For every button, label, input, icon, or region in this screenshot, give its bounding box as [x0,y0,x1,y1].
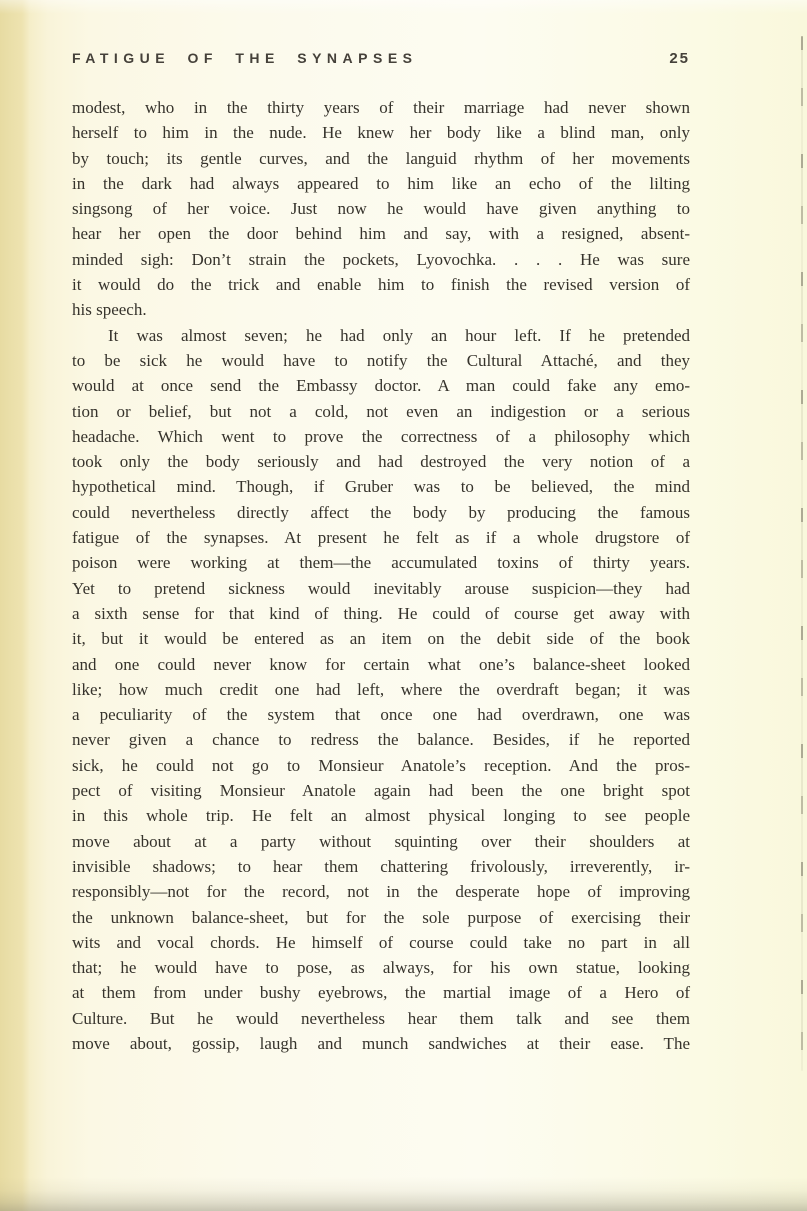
text-line: headache. Which went to prove the correctness of a philosophy which [72,426,690,446]
text-line: and one could never know for certain what one’s balance-sheet looked [72,654,690,674]
text-line: poison were working at them—the accumulated toxins of thirty years. [72,553,690,573]
text-line: by touch; its gentle curves, and the languid rhythm of her movements [72,148,690,168]
paragraph [72,323,690,1057]
page-edge-marks [801,36,803,1071]
text-line: modest, who in the thirty years of their marriage had never shown [72,98,690,117]
text-line: took only the body seriously and had destroyed the very notion of a [72,452,690,472]
text-line: never given a chance to redress the balance. Besides, if he reported [72,730,690,750]
text-line: at them from under bushy eyebrows, the martial image of a Hero of [72,983,690,1003]
running-title: FATIGUE OF THE SYNAPSES [72,50,418,66]
text-line: wits and vocal chords. He himself of course could take no part in all [72,932,690,952]
text-line: it would do the trick and enable him to finish the revised version of [72,275,690,295]
body-text-block [72,95,690,1056]
text-line: could nevertheless directly affect the body by producing the famous [72,502,690,522]
text-line: to be sick he would have to notify the Cultural Attaché, and they [72,350,690,370]
page-top-highlight [0,0,807,14]
text-line: invisible shadows; to hear them chattering frivolously, irreverently, ir- [72,856,690,876]
paragraph [72,95,690,323]
text-line: tion or belief, but not a cold, not even an indigestion or a serious [72,401,690,421]
text-line: singsong of her voice. Just now he would have given anything to [72,199,690,219]
text-line: Culture. But he would nevertheless hear them talk and see them [72,1008,690,1028]
page-bottom-edge-shadow [0,1177,807,1211]
text-line: fatigue of the synapses. At present he felt as if a whole drugstore of [72,528,690,548]
text-line: herself to him in the nude. He knew her body like a blind man, only [72,123,690,143]
text-line: hypothetical mind. Though, if Gruber was to be believed, the mind [72,477,690,497]
text-line: his speech. [72,300,147,320]
text-line: in the dark had always appeared to him like an echo of the lilting [72,173,690,193]
text-line: pect of visiting Monsieur Anatole again had been the one bright spot [72,781,690,801]
text-line: It was almost seven; he had only an hour left. If he pretended [108,325,690,345]
text-line: in this whole trip. He felt an almost physical longing to see people [72,806,690,826]
text-line: like; how much credit one had left, where the overdraft began; it was [72,679,690,699]
text-line: that; he would have to pose, as always, for his own statue, looking [72,958,690,978]
text-line: a sixth sense for that kind of thing. He could of course get away with [72,603,690,623]
text-line: minded sigh: Don’t strain the pockets, Lyovochka. . . . He was sure [72,249,690,269]
text-line: hear her open the door behind him and say, with a resigned, absent- [72,224,690,244]
text-line: would at once send the Embassy doctor. A man could fake any emo- [72,376,690,396]
text-line: it, but it would be entered as an item on the debit side of the book [72,629,690,649]
text-line: responsibly—not for the record, not in the desperate hope of improving [72,882,690,902]
text-line: Yet to pretend sickness would inevitably arouse suspicion—they had [72,578,690,598]
text-line: a peculiarity of the system that once one had overdrawn, one was [72,705,690,725]
text-line: move about at a party without squinting over their shoulders at [72,831,690,851]
page-number: 25 [669,50,690,67]
text-line: the unknown balance-sheet, but for the sole purpose of exercising their [72,907,690,927]
text-line: sick, he could not go to Monsieur Anatole’s reception. And the pros- [72,755,690,775]
running-head [72,50,690,67]
text-line: move about, gossip, laugh and munch sandwiches at their ease. The [72,1033,690,1053]
